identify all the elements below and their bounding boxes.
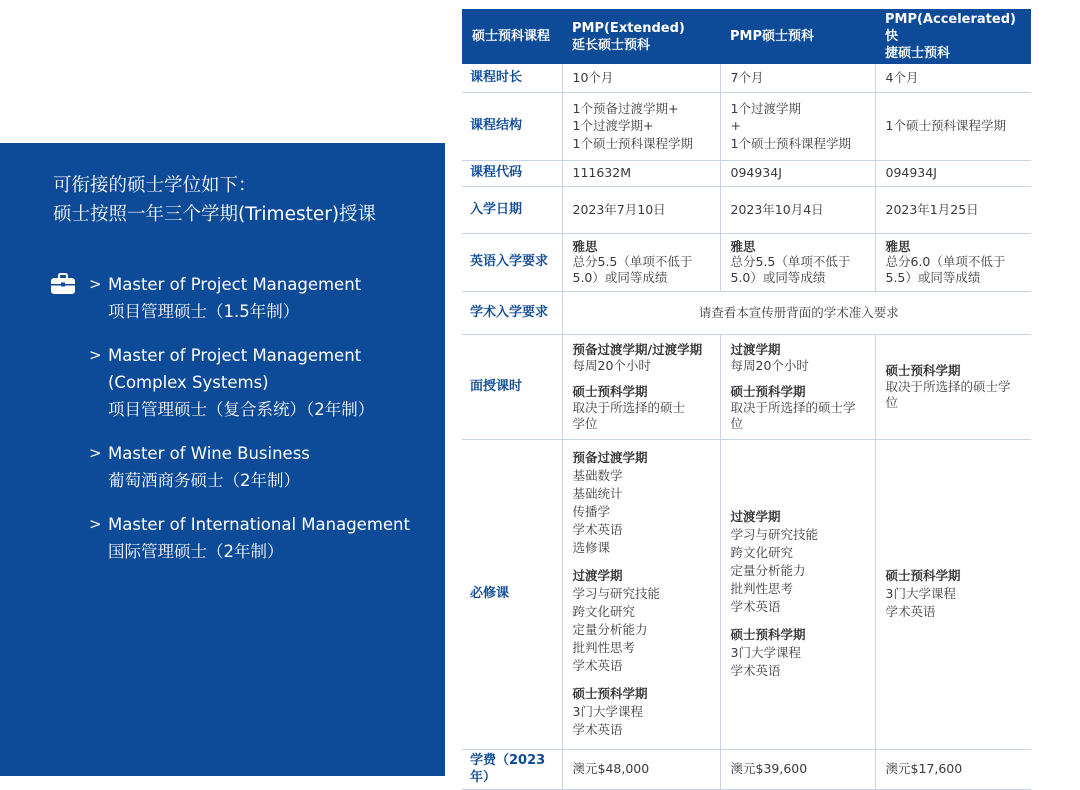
table-row	[462, 92, 1031, 160]
cell-line: 学习与研究技能	[730, 527, 819, 542]
table-row	[462, 233, 1031, 291]
degree-cn: 国际管理硕士（2年制）	[108, 542, 284, 561]
table-row	[462, 64, 1031, 92]
table-cell: 澳元$17,600	[875, 749, 1031, 789]
intro-line-2: 硕士按照一年三个学期(Trimester)授课	[53, 204, 377, 225]
table-row	[462, 439, 1031, 749]
cell-title: 预备过渡学期/过渡学期	[572, 341, 703, 357]
cell-line: 跨文化研究	[730, 545, 794, 560]
cell-title: 硕士预科学期	[730, 627, 806, 642]
spacer	[573, 374, 714, 384]
table-cell	[875, 439, 1031, 749]
cell-line: 定量分析能力	[730, 563, 806, 578]
cell-line: 5.0）或同等成绩	[572, 269, 668, 285]
row-label: 入学日期	[462, 186, 562, 233]
table-cell: 2023年10月4日	[720, 186, 875, 233]
table-cell: 澳元$48,000	[562, 749, 720, 789]
cell-title: 过渡学期	[730, 509, 781, 524]
degree-item	[48, 440, 438, 494]
degree-en-2: (Complex Systems)	[108, 373, 269, 392]
cell-line: 总分6.0（单项不低于	[885, 254, 1006, 270]
table-cell: 094934J	[720, 160, 875, 186]
cell-line: 学术英语	[730, 663, 781, 678]
briefcase-icon	[50, 273, 76, 295]
table-cell: 10个月	[562, 64, 720, 92]
table-cell: 2023年1月25日	[875, 186, 1031, 233]
degree-item	[48, 271, 438, 325]
spacer	[573, 557, 714, 567]
cell-line: 批判性思考	[730, 581, 794, 596]
table-cell	[720, 439, 875, 749]
cell-line: 取决于所选择的硕士学	[885, 378, 1011, 394]
spacer	[731, 374, 869, 384]
table-cell: 111632M	[562, 160, 720, 186]
cell-line: 学位	[572, 415, 598, 431]
cell-line: 总分5.5（单项不低于	[730, 254, 851, 270]
cell-line: 学术英语	[572, 722, 623, 737]
header-pmp-extended	[562, 9, 720, 64]
spacer	[731, 616, 869, 626]
cell-line: 传播学	[572, 504, 611, 519]
degree-cn: 项目管理硕士（1.5年制）	[108, 302, 300, 321]
degrees-panel	[0, 143, 445, 776]
table-cell: 请查看本宣传册背面的学术准入要求	[562, 291, 1031, 334]
table-cell: 1个硕士预科课程学期	[875, 92, 1031, 160]
table-cell: 7个月	[720, 64, 875, 92]
cell-line: 每周20个小时	[730, 357, 809, 373]
table-row	[462, 291, 1031, 334]
header-pmp-accelerated	[875, 9, 1031, 64]
panel-intro	[53, 171, 376, 229]
row-label: 学费（2023年）	[462, 749, 562, 789]
cell-title: 预备过渡学期	[572, 450, 648, 465]
chevron-right-icon: >	[89, 346, 102, 364]
cell-title: 硕士预科学期	[572, 686, 648, 701]
header-line: PMP(Extended)	[572, 20, 685, 36]
row-label: 面授课时	[462, 334, 562, 439]
cell-line: 1个硕士预科课程学期	[730, 135, 851, 151]
table-cell	[562, 92, 720, 160]
table-cell: 4个月	[875, 64, 1031, 92]
cell-line: 1个硕士预科课程学期	[572, 135, 693, 151]
cell-line: 批判性思考	[572, 640, 636, 655]
cell-title: 硕士预科学期	[885, 568, 961, 583]
table-row	[462, 749, 1031, 789]
cell-line: 位	[885, 394, 899, 410]
table-cell	[720, 233, 875, 291]
table-cell	[562, 334, 720, 439]
table-header-row	[462, 9, 1031, 64]
cell-line: 取决于所选择的硕士	[572, 399, 686, 415]
cell-line: 5.5）或同等成绩	[885, 269, 981, 285]
cell-line: 选修课	[572, 540, 611, 555]
degree-list	[48, 271, 438, 582]
table-cell	[875, 233, 1031, 291]
cell-line: 1个过渡学期	[730, 100, 801, 116]
cell-line: 位	[730, 415, 744, 431]
cell-line: 取决于所选择的硕士学	[730, 399, 856, 415]
degree-en: Master of Wine Business	[108, 444, 310, 463]
row-label: 课程时长	[462, 64, 562, 92]
cell-line: +	[730, 118, 741, 134]
spacer	[573, 675, 714, 685]
cell-line: 3门大学课程	[885, 586, 956, 601]
degree-en: Master of Project Management	[108, 275, 362, 294]
header-program: 硕士预科课程	[462, 9, 562, 64]
header-line: PMP(Accelerated)快	[885, 12, 1016, 44]
degree-en: Master of Project Management	[108, 346, 362, 365]
cell-line: 学习与研究技能	[572, 586, 661, 601]
cell-line: 基础统计	[572, 486, 623, 501]
table-cell	[875, 334, 1031, 439]
row-label: 课程代码	[462, 160, 562, 186]
row-label: 必修课	[462, 439, 562, 749]
cell-title: 硕士预科学期	[885, 362, 961, 378]
cell-line: 3门大学课程	[730, 645, 801, 660]
table-cell	[720, 334, 875, 439]
cell-line: 总分5.5（单项不低于	[572, 254, 693, 270]
header-line: 延长硕士预科	[572, 37, 651, 53]
degree-en: Master of International Management	[108, 515, 410, 534]
cell-line: 基础数学	[572, 468, 623, 483]
table-row	[462, 186, 1031, 233]
header-pmp: PMP硕士预科	[720, 9, 875, 64]
table-cell	[562, 233, 720, 291]
cell-title: 雅思	[730, 238, 756, 254]
chevron-right-icon: >	[89, 444, 102, 462]
table-cell: 2023年7月10日	[562, 186, 720, 233]
cell-line: 学术英语	[572, 522, 623, 537]
table-cell	[562, 439, 720, 749]
cell-line: 学术英语	[730, 599, 781, 614]
cell-title: 过渡学期	[730, 341, 781, 357]
cell-title: 雅思	[885, 238, 911, 254]
cell-title: 硕士预科学期	[572, 383, 648, 399]
table-cell: 094934J	[875, 160, 1031, 186]
degree-item	[48, 511, 438, 565]
row-label: 课程结构	[462, 92, 562, 160]
cell-line: 每周20个小时	[572, 357, 651, 373]
intro-line-1: 可衔接的硕士学位如下：	[53, 175, 257, 196]
degree-cn: 葡萄酒商务硕士（2年制）	[108, 471, 300, 490]
cell-title: 过渡学期	[572, 568, 623, 583]
cell-line: 跨文化研究	[572, 604, 636, 619]
header-line: 捷硕士预科	[885, 46, 951, 61]
table-cell	[720, 92, 875, 160]
row-label: 学术入学要求	[462, 291, 562, 334]
cell-line: 定量分析能力	[572, 622, 648, 637]
cell-title: 雅思	[572, 238, 598, 254]
table-row	[462, 334, 1031, 439]
chevron-right-icon: >	[89, 275, 102, 293]
cell-line: 5.0）或同等成绩	[730, 269, 826, 285]
cell-line: 学术英语	[885, 604, 936, 619]
program-comparison-table	[462, 9, 1031, 790]
cell-line: 学术英语	[572, 658, 623, 673]
cell-title: 硕士预科学期	[730, 383, 806, 399]
table-row	[462, 160, 1031, 186]
cell-line: 1个预备过渡学期+	[572, 100, 679, 116]
row-label: 英语入学要求	[462, 233, 562, 291]
table-cell: 澳元$39,600	[720, 749, 875, 789]
degree-cn: 项目管理硕士（复合系统）（2年制）	[108, 400, 375, 419]
chevron-right-icon: >	[89, 515, 102, 533]
cell-line: 1个过渡学期+	[572, 118, 654, 134]
cell-line: 3门大学课程	[572, 704, 643, 719]
degree-item	[48, 342, 438, 423]
